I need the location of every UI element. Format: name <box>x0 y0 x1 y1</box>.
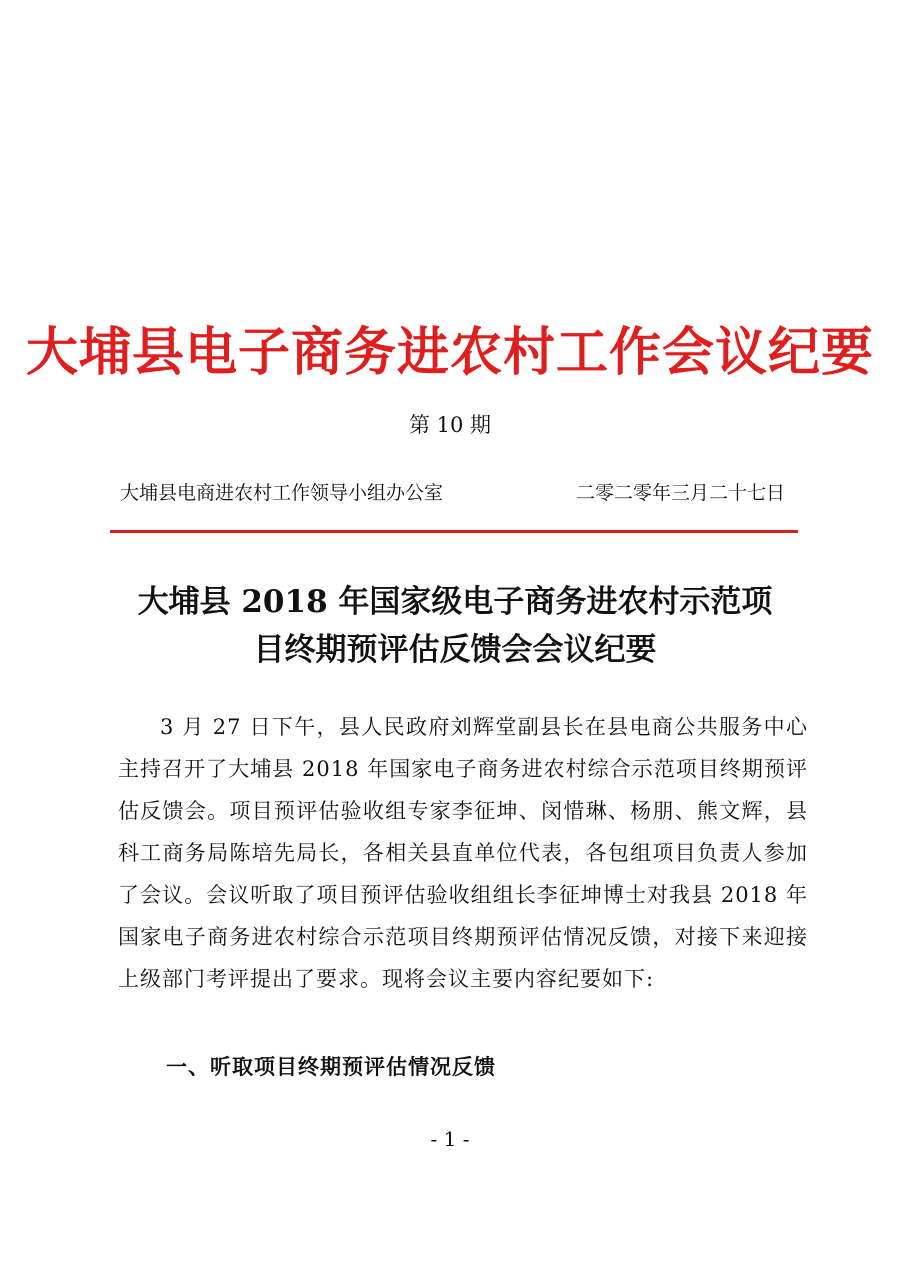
document-title-line-1: 大埔县 2018 年国家级电子商务进农村示范项 <box>137 584 773 620</box>
document-title <box>110 578 800 674</box>
issuing-office: 大埔县电商进农村工作领导小组办公室 <box>120 482 444 504</box>
issue-number: 第 10 期 <box>408 413 492 437</box>
page-number: - 1 - <box>430 1127 470 1151</box>
document-title-line-2: 目终期预评估反馈会会议纪要 <box>253 632 657 668</box>
issue-date: 二零二零年三月二十七日 <box>575 482 785 504</box>
section-heading: 一、听取项目终期预评估情况反馈 <box>166 1054 496 1079</box>
masthead-title: 大埔县电子商务进农村工作会议纪要 <box>25 322 874 383</box>
body-paragraph: 3 月 27 日下午，县人民政府刘辉堂副县长在县电商公共服务中心主持召开了大埔县 2018 年国家电子商务进农村综合示范项目终期预评估反馈会。项目预评估验收组专家李征坤、闵惜琳、杨朋、熊文辉，县科工商务局陈培先局长，各相关县直单位代表，各包组项目负责人参加了会议。会议听取了项目预评估验收组组长李征坤博士对我县 2018 年国家电子商务进农村综合示范项目终期预评估情况反馈，对接下来迎接上级部门考评提出了要求。现将会议主要内容纪要如下: <box>118 715 808 991</box>
red-divider-line <box>110 530 798 533</box>
issuer-row <box>120 478 785 508</box>
